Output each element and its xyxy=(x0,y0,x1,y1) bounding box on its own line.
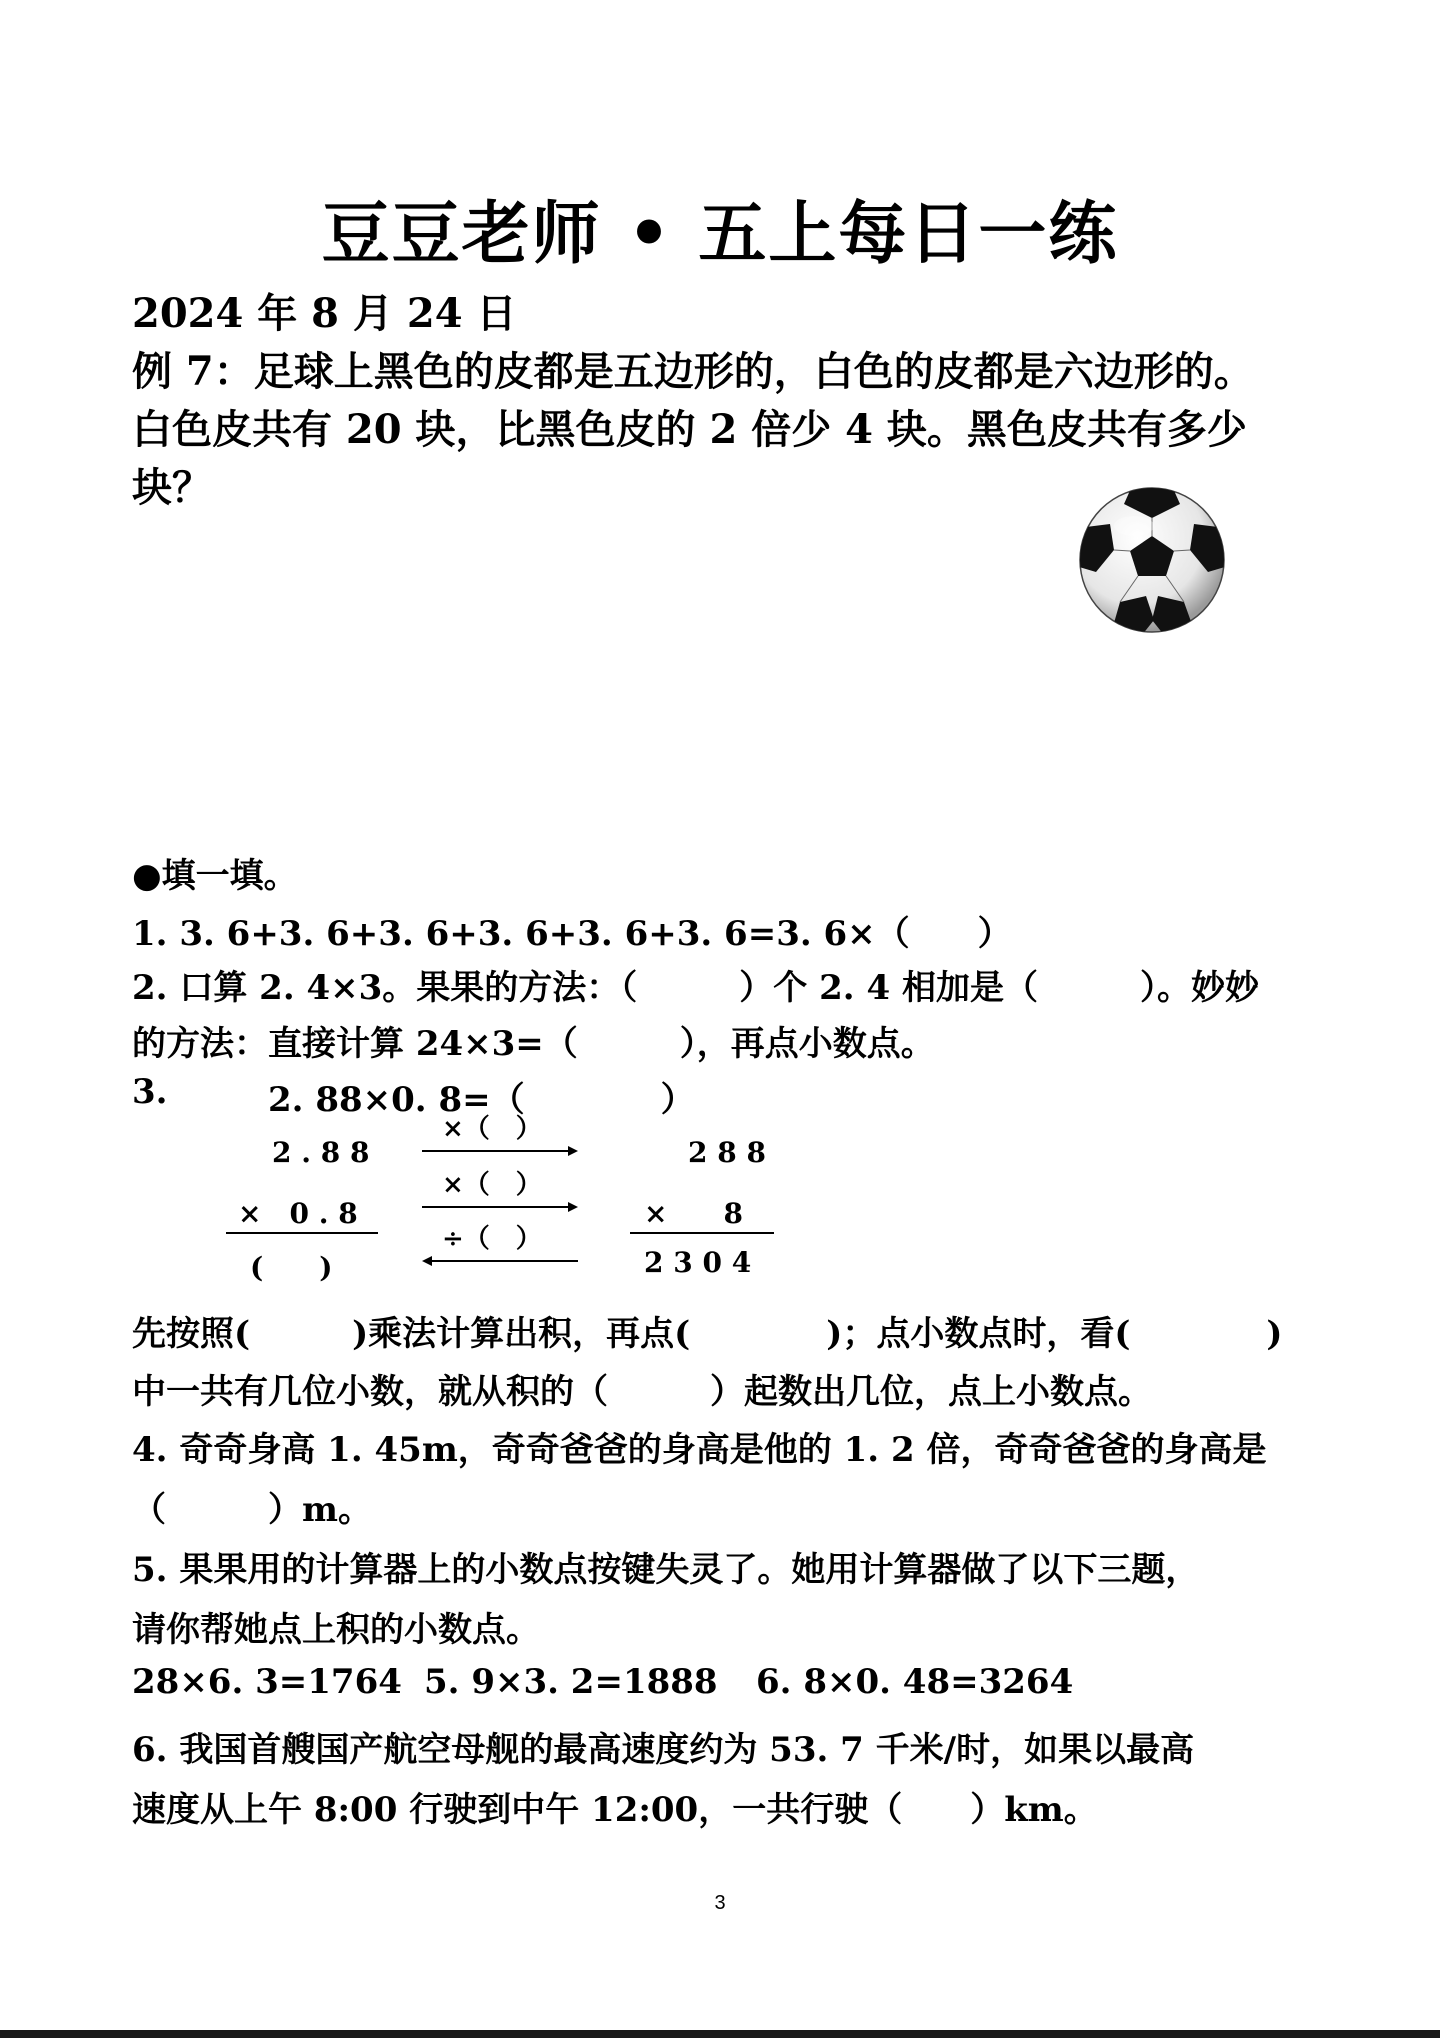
question-1: 1. 3. 6+3. 6+3. 6+3. 6+3. 6+3. 6=3. 6×（ ） xyxy=(132,914,1012,954)
left-product-blank: ( ) xyxy=(250,1251,333,1284)
right-divider-line xyxy=(630,1232,774,1234)
left-arrow-icon xyxy=(420,1254,580,1268)
question-6-line-1: 6. 我国首艘国产航空母舰的最高速度约为 53. 7 千米/时，如果以最高 xyxy=(132,1730,1195,1770)
right-arrow-2-icon xyxy=(420,1200,580,1214)
page-number: 3 xyxy=(714,1892,726,1914)
question-5-line-1: 5. 果果用的计算器上的小数点按键失灵了。她用计算器做了以下三题， xyxy=(132,1550,1200,1590)
question-5-line-2: 请你帮她点上积的小数点。 xyxy=(132,1610,540,1650)
left-multiplier: × 0 . 8 xyxy=(238,1197,358,1230)
question-2-line-2: 的方法：直接计算 24×3=（ ），再点小数点。 xyxy=(132,1024,935,1064)
question-5-item-2: 5. 9×3. 2=1888 xyxy=(424,1662,718,1702)
question-4-line-2: （ ）m。 xyxy=(132,1490,372,1530)
soccer-ball-image xyxy=(1076,484,1228,640)
operation-1: ×（ ） xyxy=(442,1114,542,1144)
question-2-line-1: 2. 口算 2. 4×3。果果的方法：（ ）个 2. 4 相加是（ ）。妙妙 xyxy=(132,968,1259,1008)
question-3-text-line-2: 中一共有几位小数，就从积的（ ）起数出几位，点上小数点。 xyxy=(132,1372,1152,1412)
operation-2: ×（ ） xyxy=(442,1170,542,1200)
left-multiplicand: 2 . 8 8 xyxy=(272,1136,370,1169)
page-title: 豆豆老师 • 五上每日一练 xyxy=(321,194,1119,274)
question-4-line-1: 4. 奇奇身高 1. 45m，奇奇爸爸的身高是他的 1. 2 倍，奇奇爸爸的身高是 xyxy=(132,1430,1267,1470)
left-divider-line xyxy=(226,1232,378,1234)
operation-3: ÷（ ） xyxy=(442,1224,542,1254)
question-3-text-line-1: 先按照( )乘法计算出积，再点( )；点小数点时，看( ) xyxy=(132,1314,1283,1354)
bottom-edge-bar xyxy=(0,2030,1440,2038)
date-line: 2024 年 8 月 24 日 xyxy=(132,290,517,337)
question-5-item-3: 6. 8×0. 48=3264 xyxy=(756,1662,1074,1702)
right-product: 2 3 0 4 xyxy=(644,1246,752,1279)
right-multiplier: × 8 xyxy=(644,1197,743,1230)
example-line-1: 例 7：足球上黑色的皮都是五边形的，白色的皮都是六边形的。 xyxy=(132,348,1254,395)
example-line-3: 块？ xyxy=(132,464,212,511)
question-3-equation: 2. 88×0. 8=（ ） xyxy=(268,1080,695,1120)
question-3-number: 3. xyxy=(132,1072,168,1112)
example-line-2: 白色皮共有 20 块，比黑色皮的 2 倍少 4 块。黑色皮共有多少 xyxy=(132,406,1247,453)
question-6-line-2: 速度从上午 8:00 行驶到中午 12:00，一共行驶（ ）km。 xyxy=(132,1790,1098,1830)
right-multiplicand: 2 8 8 xyxy=(688,1136,766,1169)
section-heading: ●填一填。 xyxy=(132,856,298,896)
question-5-item-1: 28×6. 3=1764 xyxy=(132,1662,402,1702)
right-arrow-1-icon xyxy=(420,1144,580,1158)
